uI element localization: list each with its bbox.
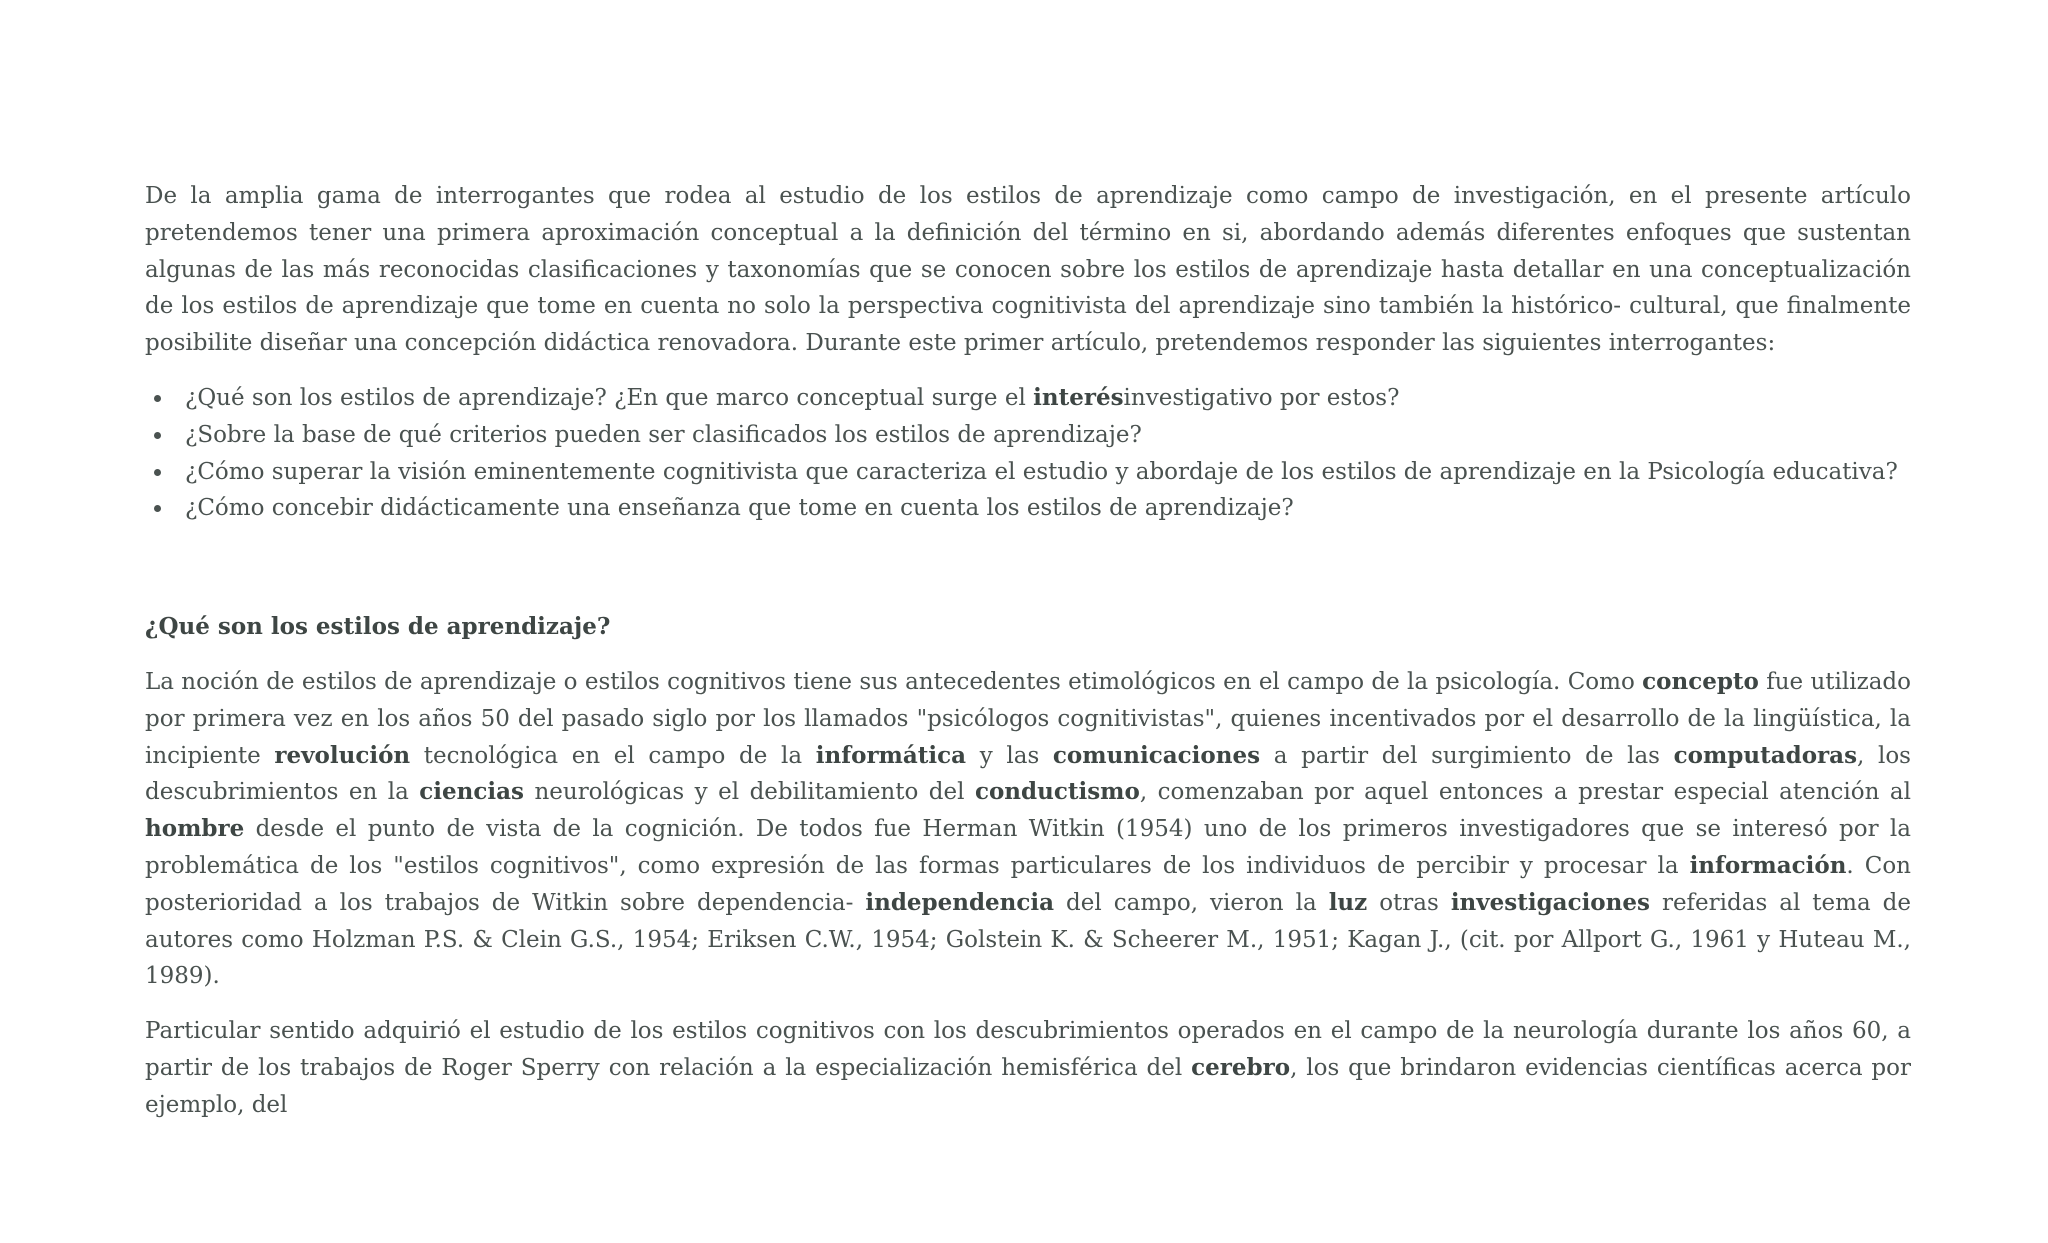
questions-list: [145, 380, 1911, 527]
bold-term: luz: [1328, 888, 1368, 916]
text-run: , comenzaban por aquel entonces a prestar especial atención al: [1139, 779, 1911, 806]
bold-term: ciencias: [419, 778, 524, 806]
text-run: . Con posterioridad a los trabajos de Witkin sobre dependencia-: [145, 852, 1911, 916]
question-text: investigativo por estos?: [1123, 384, 1400, 411]
bold-term: informática: [815, 741, 967, 769]
bold-term: información: [1689, 851, 1847, 879]
intro-paragraph: De la amplia gama de interrogantes que rodea al estudio de los estilos de aprendizaje como campo de investigación, en el presente artículo pretendemos tener una primera aproximación conceptual a la definición del término en si, abordando además diferentes enfoques que sustentan algunas de las más reconocidas clasificaciones y taxonomías que se conocen sobre los estilos de aprendizaje hasta detallar en una conceptualización de los estilos de aprendizaje que tome en cuenta no solo la perspectiva cognitivista del aprendizaje sino también la histórico- cultural, que finalmente posibilite diseñar una concepción didáctica renovadora. Durante este primer artículo, pretendemos responder las siguientes interrogantes:: [145, 183, 1911, 357]
bold-term: computadoras: [1673, 741, 1858, 769]
list-item: ¿Cómo superar la visión eminentemente cognitivista que caracteriza el estudio y abordaje de los estilos de aprendizaje en la Psicología educativa?: [185, 454, 1911, 491]
list-item: ¿Cómo concebir didácticamente una enseñanza que tome en cuenta los estilos de aprendizaje?: [185, 490, 1911, 527]
bold-term: interés: [1033, 383, 1124, 411]
text-run: otras: [1367, 889, 1451, 916]
list-item: ¿Sobre la base de qué criterios pueden ser clasificados los estilos de aprendizaje?: [185, 417, 1911, 454]
text-run: fue utilizado por primera vez en los años 50 del pasado siglo por los llamados "psicólogos cognitivistas", quienes incentivados por el desarrollo de la lingüística, la incipiente: [145, 668, 1911, 769]
text-run: referidas al tema de autores como Holzman P.S. & Clein G.S., 1954; Eriksen C.W., 1954; Golstein K. & Scheerer M., 1951; Kagan J., (cit. por Allport G., 1961 y Huteau M., 1989).: [145, 889, 1912, 990]
text-run: y las: [966, 742, 1053, 769]
text-run: a partir del surgimiento de las: [1260, 742, 1674, 769]
question-text: ¿Qué son los estilos de aprendizaje? ¿En que marco conceptual surge el: [185, 384, 1034, 411]
text-run: desde el punto de vista de la cognición. De todos fue Herman Witkin (1954) uno de los primeros investigadores que se interesó por la problemática de los "estilos cognitivos", como expresión de las formas particulares de los individuos de percibir y procesar la: [145, 816, 1911, 879]
bold-term: comunicaciones: [1052, 741, 1261, 769]
text-run: , los descubrimientos en la: [145, 742, 1911, 806]
bold-term: conductismo: [974, 778, 1140, 806]
body-paragraph-2: [145, 1013, 1911, 1123]
bold-term: revolución: [274, 741, 411, 769]
article-body: [145, 178, 1911, 1124]
text-run: , los que brindaron evidencias científicas acerca por ejemplo, del: [145, 1054, 1911, 1118]
body-paragraph-1: [145, 664, 1911, 995]
section-heading: ¿Qué son los estilos de aprendizaje?: [145, 613, 611, 641]
text-run: neurológicas y el debilitamiento del: [523, 779, 975, 806]
bold-term: independencia: [865, 888, 1055, 916]
bold-term: concepto: [1642, 667, 1759, 695]
text-run: del campo, vieron la: [1054, 889, 1329, 916]
text-run: La noción de estilos de aprendizaje o estilos cognitivos tiene sus antecedentes etimológicos en el campo de la psicología. Como: [145, 668, 1643, 695]
text-run: Particular sentido adquirió el estudio de los estilos cognitivos con los descubrimientos operados en el campo de la neurología durante los años 60, a partir de los trabajos de Roger Sperry con relación a la especialización hemisférica del: [145, 1018, 1911, 1081]
list-item: [185, 380, 1911, 417]
bold-term: cerebro: [1191, 1053, 1291, 1081]
text-run: tecnológica en el campo de la: [410, 742, 816, 769]
bold-term: investigaciones: [1450, 888, 1650, 916]
bold-term: hombre: [145, 815, 245, 843]
